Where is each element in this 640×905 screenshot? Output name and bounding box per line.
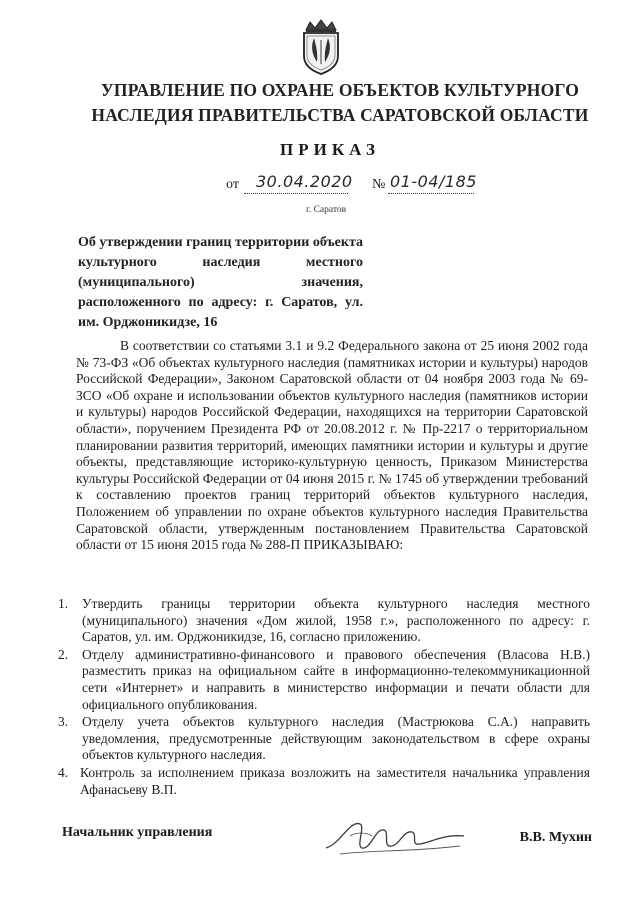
signature-block	[62, 818, 592, 858]
order-item-number: 4.	[58, 764, 69, 780]
signatory-name: В.В. Мухин	[519, 830, 592, 845]
order-city: г. Саратов	[306, 205, 347, 215]
order-item-text: Утвердить границы территории объекта культурного наследия местного (муниципального) значения «Дом жилой, 1958 г.», расположенного по адресу: г. Саратов, ул. им. Орджоникидзе, 16, согласно приложению.	[82, 596, 590, 645]
order-body	[76, 338, 588, 554]
number-underline	[388, 193, 474, 194]
organization-title-line-2: НАСЛЕДИЯ ПРАВИТЕЛЬСТВА САРАТОВСКОЙ ОБЛАСТИ	[91, 105, 589, 125]
order-item-text: Контроль за исполнением приказа возложить на заместителя начальника управления Афанасьеву В.П.	[80, 764, 590, 797]
order-item-text: Отделу административно-финансового и правового обеспечения (Власова Н.В.) разместить приказ на официальном сайте в информационно-телекоммуникационной сети «Интернет» и направить в министерство информации и печати области для официального опубликования.	[82, 646, 590, 712]
saratov-coat-of-arms-icon	[296, 18, 346, 76]
date-underline	[244, 193, 348, 194]
order-item	[58, 647, 590, 713]
order-items-list	[58, 596, 590, 799]
date-prefix: от	[226, 177, 239, 192]
order-date: 30.04.2020	[256, 172, 353, 191]
order-item-text: Отделу учета объектов культурного наследия (Мастрюкова С.А.) направить уведомления, предусмотренные действующим законодательством в сфере охраны объектов культурного наследия.	[82, 714, 590, 763]
handwritten-signature-icon	[320, 814, 470, 860]
organization-title-line-1: УПРАВЛЕНИЕ ПО ОХРАНЕ ОБЪЕКТОВ КУЛЬТУРНОГО	[100, 80, 580, 100]
order-preamble: В соответствии со статьями 3.1 и 9.2 Федерального закона от 25 июня 2002 года № 73-ФЗ «Об объектах культурного наследия (памятниках истории и культуры) народов Российской Федерации», Законом Саратовской области от 04 ноября 2003 года № 69-ЗСО «Об охране и использовании объектов культурного наследия (памятников истории и культуры) народов Российской Федерации, находящихся на территории Саратовской области», поручением Президента РФ от 20.08.2012 г. № Пр-2217 о территориальном планировании развития территорий, имеющих памятники истории и культуры и другие объекты, представляющие историко-культурную ценность, Приказом Министерства культуры Российской Федерации от 04 июня 2015 г. № 1745 об утверждении требований к составлению проектов границ территорий объектов культурного наследия, Положением об управлении по охране объектов культурного наследия Правительства Саратовской области, утвержденным постановлением Правительства Саратовской области от 15 июня 2015 года № 288-П ПРИКАЗЫВАЮ:	[76, 338, 588, 553]
order-item	[58, 596, 590, 646]
number-prefix: №	[372, 177, 386, 192]
order-item	[58, 765, 590, 798]
order-item	[58, 714, 590, 764]
signatory-position: Начальник управления	[62, 825, 213, 840]
order-subject: Об утверждении границ территории объекта культурного наследия местного (муниципального) значения, расположенного по адресу: г. Саратов, ул. им. Орджоникидзе, 16	[78, 235, 363, 330]
order-date-number-line	[226, 172, 526, 198]
order-item-number: 1.	[58, 596, 69, 611]
order-item-number: 3.	[58, 714, 69, 730]
order-number: 01-04/185	[390, 172, 477, 191]
order-heading: ПРИКАЗ	[280, 140, 380, 159]
organization-title	[60, 78, 620, 128]
order-item-number: 2.	[58, 646, 69, 662]
